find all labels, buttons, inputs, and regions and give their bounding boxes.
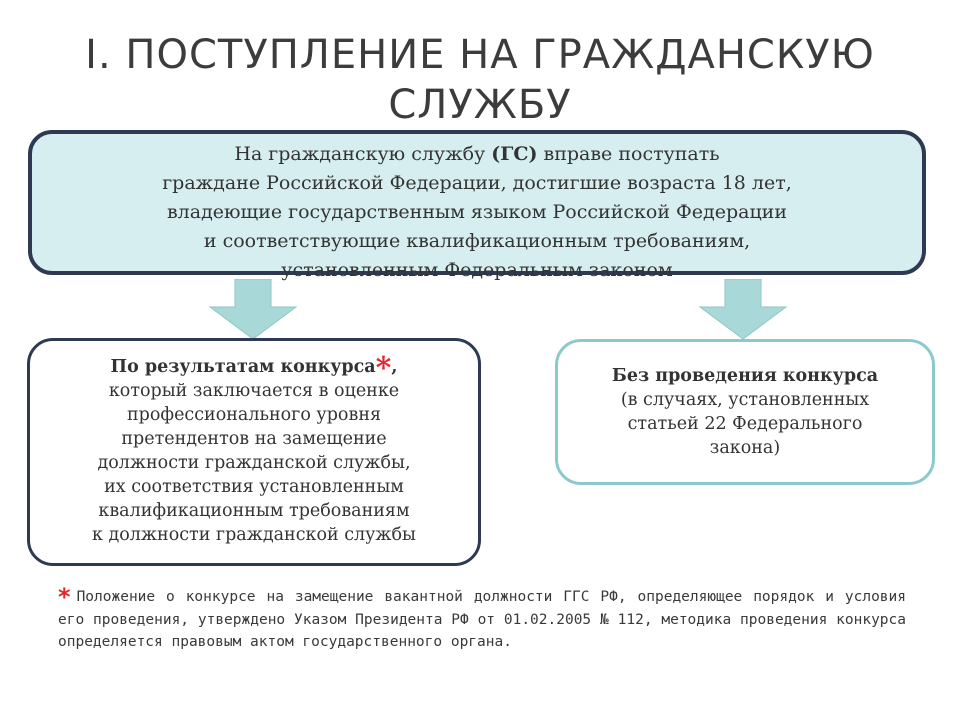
- heading-comma: ,: [391, 357, 398, 377]
- eligibility-line-1-pre: На гражданскую службу: [234, 143, 492, 165]
- competition-line: к должности гражданской службы: [92, 525, 416, 545]
- no-competition-line: закона): [709, 438, 781, 458]
- footnote: [58, 582, 906, 654]
- competition-heading-line: [30, 351, 478, 386]
- eligibility-line-4: и соответствующие квалификационным требованиям,: [203, 230, 751, 252]
- footnote-asterisk: *: [58, 583, 71, 611]
- left-down-arrow-icon: [208, 279, 298, 341]
- page-title: [60, 30, 900, 130]
- title-line-1: I. ПОСТУПЛЕНИЕ НА ГРАЖДАНСКУЮ: [85, 32, 875, 78]
- title-line-2: СЛУЖБУ: [388, 82, 572, 128]
- competition-line: претендентов на замещение: [121, 429, 387, 449]
- competition-line: квалификационным требованиям: [98, 501, 410, 521]
- competition-line: который заключается в оценке: [108, 381, 400, 401]
- right-down-arrow-icon: [698, 279, 788, 341]
- eligibility-line-1-post: вправе поступать: [537, 143, 720, 165]
- gs-abbreviation: (ГС): [491, 143, 538, 165]
- eligibility-line-5: установленным Федеральным законом: [281, 259, 673, 281]
- no-competition-line: (в случаях, установленных: [620, 390, 870, 410]
- eligibility-line-1: [32, 140, 922, 169]
- asterisk-mark: *: [375, 351, 392, 386]
- no-competition-heading: Без проведения конкурса: [611, 366, 879, 386]
- competition-line: профессионального уровня: [126, 405, 382, 425]
- eligibility-box: [28, 130, 926, 281]
- competition-box: [27, 338, 481, 566]
- eligibility-line-2: граждане Российской Федерации, достигшие возраста 18 лет,: [162, 172, 792, 194]
- eligibility-line-3: владеющие государственным языком Российской Федерации: [166, 201, 788, 223]
- competition-line: их соответствия установленным: [104, 477, 404, 497]
- no-competition-line: статьей 22 Федерального: [627, 414, 863, 434]
- footnote-text: Положение о конкурсе на замещение вакантной должности ГГС РФ, определяющее порядок и условия его проведения, утверждено Указом Президента РФ от 01.02.2005 № 112, методика проведения конкурса определяется правовым актом государственного органа.: [58, 589, 906, 650]
- competition-heading: По результатам конкурса: [110, 357, 376, 377]
- competition-line: должности гражданской службы,: [97, 453, 411, 473]
- no-competition-box: [555, 339, 935, 485]
